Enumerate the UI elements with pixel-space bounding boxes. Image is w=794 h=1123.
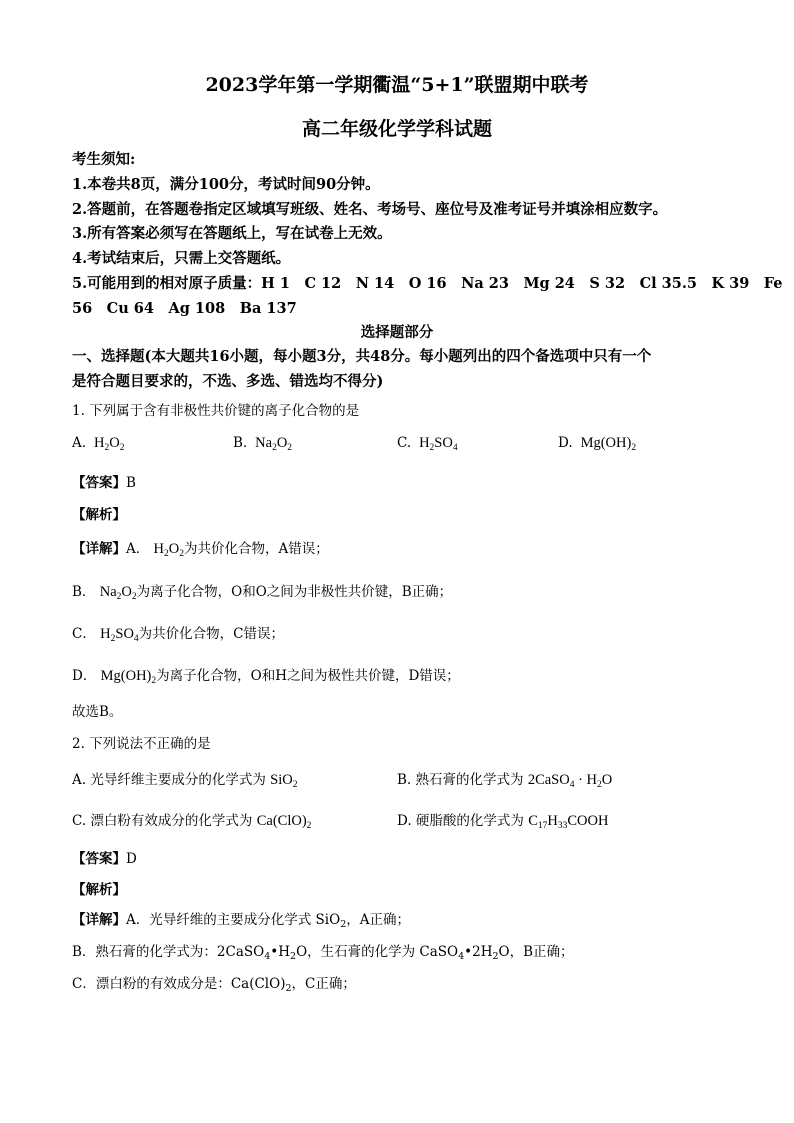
q1-detail-d: D． $Mg(OH)_2$为离子化合物，O和H之间为极性共价键，D错误； [72,668,460,686]
option-label: A. [72,435,87,451]
q2-option-a: A. 光导纤维主要成分的化学式为 SiO$_2$ [72,772,298,790]
formula: $Na_2O_2$ [255,435,293,453]
notice-item-3: 3.所有答案必须写在答题纸上，写在试卷上无效。 [72,225,392,242]
formula: $Mg(OH)_2$ [580,435,637,453]
option-label: B. [233,435,248,451]
answer-tag: 【答案】 [72,851,126,867]
q2-analysis-tag: 【解析】 [72,882,126,898]
q1-detail-c: C． $H_2SO_4$为共价化合物，C错误； [72,626,285,644]
q1-detail-a: 【详解】A． $H_2O_2$为共价化合物，A错误； [72,541,329,559]
answer-value: B [126,475,136,491]
q2-detail-a: 【详解】A．光导纤维的主要成分化学式 SiO$_2$，A正确； [72,912,410,930]
option-label: C. [397,435,412,451]
formula: $H_2SO_4$ [419,435,458,453]
notice-heading: 考生须知: [72,151,136,168]
q1-option-d [558,435,636,452]
exam-subtitle: 高二年级化学学科试题 [301,118,492,140]
q1-option-b [233,435,292,452]
q1-conclusion: 故选B。 [72,704,123,720]
q2-option-c: C. 漂白粉有效成分的化学式为 $Ca(ClO)_2$ [72,813,312,831]
q1-answer [72,471,136,491]
q1-stem: 1. 下列属于含有非极性共价键的离子化合物的是 [72,403,360,419]
section-instruction-line-2: 是符合题目要求的，不选、多选、错选均不得分) [72,373,384,390]
q2-option-b: B. 熟石膏的化学式为 2CaSO$_4$ · $H_2O$ [397,772,613,790]
q2-answer [72,847,137,867]
section-title: 选择题部分 [360,324,434,341]
exam-title: 2023学年第一学期衢温“5+1”联盟期中联考 [205,74,589,96]
notice-item-5-line-2: 56 Cu 64 Ag 108 Ba 137 [72,300,297,317]
detail-tag: 【详解】 [72,912,126,928]
notice-item-4: 4.考试结束后，只需上交答题纸。 [72,250,291,267]
q1-option-c [397,435,458,452]
answer-value: D [126,851,137,867]
q1-detail-b: B． $Na_2O_2$为离子化合物，O和O之间为非极性共价键，B正确； [72,584,453,602]
q2-stem: 2. 下列说法不正确的是 [72,736,211,752]
q1-analysis-tag: 【解析】 [72,507,126,523]
q2-detail-b: B．熟石膏的化学式为：$2CaSO_4•H_2O$，生石膏的化学为 $CaSO_4•2H_2O$，B正确； [72,944,574,962]
notice-item-2: 2.答题前，在答题卷指定区域填写班级、姓名、考场号、座位号及准考证号并填涂相应数字。 [72,201,668,218]
q1-option-a [72,435,124,452]
notice-item-5-line-1: 5.可能用到的相对原子质量：H 1 C 12 N 14 O 16 Na 23 Mg 24 S 32 Cl 35.5 K 39 Fe [72,275,783,292]
answer-tag: 【答案】 [72,475,126,491]
detail-tag: 【详解】 [72,541,126,557]
formula: $H_2O_2$ [93,435,125,453]
q2-detail-c: C．漂白粉的有效成分是：$Ca(ClO)_2$，C正确； [72,976,356,994]
option-label: D. [558,435,573,451]
q2-option-d: D. 硬脂酸的化学式为 $C_{17}H_{33}COOH$ [397,813,609,831]
section-instruction-line-1: 一、选择题(本大题共16小题，每小题3分，共48分。每小题列出的四个备选项中只有一个 [72,348,652,365]
notice-item-1: 1.本卷共8页，满分100分，考试时间90分钟。 [72,176,380,193]
